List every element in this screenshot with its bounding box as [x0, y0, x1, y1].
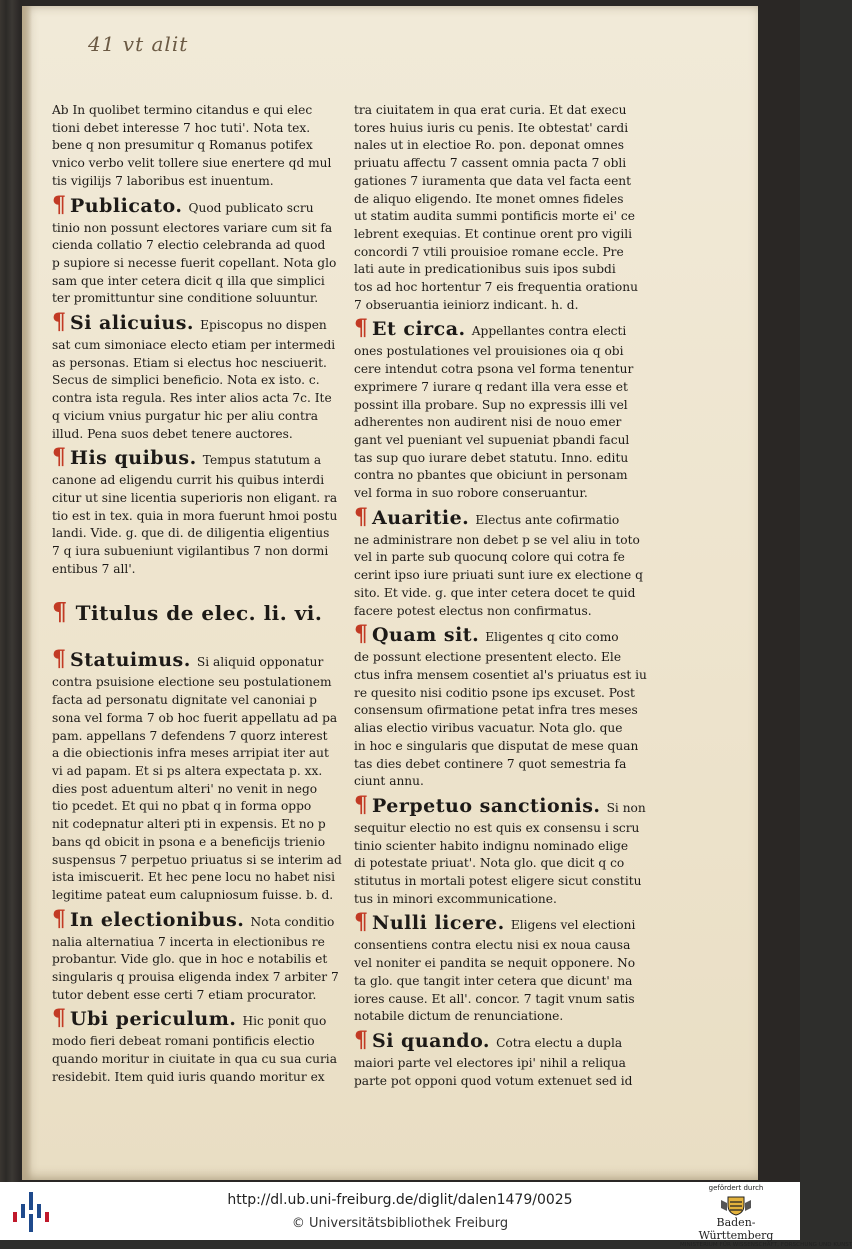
- sponsor-name: Baden-Württemberg: [698, 1216, 774, 1242]
- paragraph-mark-icon: ¶: [354, 621, 368, 648]
- text-line: notabile dictum de renunciatione.: [354, 1009, 564, 1024]
- text-entry: [354, 621, 647, 791]
- text-line: re quesito nisi coditio psone ips excuset. Post: [354, 685, 635, 700]
- text-line: concordi 7 vtili prouisioe romane eccle. Pre: [354, 244, 624, 259]
- text-entry: [52, 445, 344, 578]
- heading-word: In electionibus.: [70, 908, 245, 931]
- heading-word: Si quando.: [372, 1029, 491, 1052]
- text-line: Ab In quolibet termino citandus e qui elec: [52, 103, 313, 117]
- text-line: tas dies debet continere 7 quot semestria fa: [354, 756, 627, 771]
- paragraph-mark-icon: ¶: [52, 905, 66, 932]
- section-title: Titulus de elec. li. vi.: [75, 601, 323, 626]
- entry-heading: [354, 316, 644, 343]
- heading-continuation: Hic ponit quo: [242, 1014, 327, 1029]
- heading-continuation: Eligens vel electioni: [510, 918, 636, 933]
- text-line: ter promittuntur sine conditione soluuntur.: [52, 291, 319, 306]
- text-line: consensum ofirmatione petat infra tres meses: [354, 703, 638, 718]
- text-entry: [52, 647, 344, 904]
- text-line: ta glo. que tangit inter cetera que dicunt' ma: [354, 973, 633, 988]
- text-line: q vicium vnius purgatur hic per aliu contra: [52, 408, 319, 423]
- text-line: nales ut in electioe Ro. pon. deponat omnes: [354, 138, 624, 153]
- text-line: ctus infra mensem cosentiet al's priuatus est iu: [354, 667, 647, 682]
- text-line: gant vel pueniant vel supueniat pbandi facul: [354, 432, 630, 447]
- paragraph-mark-icon: ¶: [52, 1005, 66, 1032]
- entry-heading: [52, 907, 344, 934]
- text-line: tinio non possunt electores variare cum sit fa: [52, 220, 333, 235]
- text-entry: [52, 1006, 344, 1086]
- entry-heading: [52, 310, 344, 337]
- paragraph-mark-icon: ¶: [354, 909, 368, 936]
- paragraph-mark-icon: ¶: [354, 503, 368, 530]
- text-line: contra no pbantes que obiciunt in personam: [354, 468, 628, 483]
- copyright-notice: © Universitätsbibliothek Freiburg: [291, 1216, 509, 1231]
- text-line: contra ista regula. Res inter alios acta 7c. Ite: [52, 391, 332, 406]
- paragraph-mark-icon: ¶: [354, 1026, 368, 1053]
- text-line: in hoc e singularis que disputat de mese quan: [354, 738, 639, 753]
- text-line: suspensus 7 perpetuo priuatus si se interim ad: [52, 852, 342, 867]
- text-line: pam. appellans 7 defendens 7 quorz interest: [52, 728, 328, 743]
- text-line: lebrent exequias. Et continue orent pro vigili: [354, 226, 633, 241]
- paragraph-mark-icon: ¶: [52, 444, 66, 471]
- text-line: vel noniter ei pandita se nequit opponere. No: [354, 956, 636, 971]
- text-line: de possunt electione presentent electo. Ele: [354, 650, 622, 665]
- heading-word: Et circa.: [372, 318, 466, 341]
- text-line: consentiens contra electu nisi ex noua causa: [354, 938, 631, 953]
- text-line: tus in minori excommunicatione.: [354, 891, 557, 906]
- text-line: 7 q iura subueniunt vigilantibus 7 non dormi: [52, 544, 329, 559]
- text-line: vel forma in suo robore conseruantur.: [354, 486, 588, 501]
- text-line: ut statim audita summi pontificis morte ei' ce: [354, 209, 635, 224]
- text-line: facere potest electus non confirmatus.: [354, 603, 592, 618]
- text-line: tores huius iuris cu penis. Ite obtestat' cardi: [354, 120, 629, 135]
- text-line: ista imiscuerit. Et hec pene locu no habet nisi: [52, 870, 336, 885]
- text-line: vel in parte sub quocunq colore qui cotra fe: [354, 550, 625, 565]
- text-line: legitime pateat eum calupniosum fuisse. b. d.: [52, 887, 334, 902]
- text-line: a die obiectionis infra meses arripiat iter aut: [52, 746, 329, 761]
- heading-continuation: Nota conditio: [250, 914, 335, 929]
- text-entry: [354, 910, 644, 1026]
- text-line: cerint ipso iure priuati sunt iure ex electione q: [354, 568, 643, 583]
- text-entry: [354, 1028, 644, 1090]
- heading-word: Statuimus.: [70, 649, 191, 672]
- entry-heading: [354, 1028, 644, 1055]
- text-line: tio est in tex. quia in mora fuerunt hmoi postu: [52, 508, 338, 523]
- text-line: tis vigilijs 7 laboribus est inuentum.: [52, 173, 274, 188]
- text-line: ne administrare non debet p se vel aliu in toto: [354, 532, 640, 547]
- text-line: tra ciuitatem in qua erat curia. Et dat execu: [354, 103, 627, 117]
- sponsor-ministry: MINISTERIUM FÜR WISSENSCHAFT, FORSCHUNG UND KUNST: [680, 1242, 852, 1248]
- paragraph-mark-icon: ¶: [354, 315, 368, 342]
- text-line: entibus 7 all'.: [52, 561, 136, 576]
- text-line: dies post aduentum alteri' no venit in nego: [52, 781, 318, 796]
- heading-continuation: Si non: [606, 800, 646, 815]
- text-line: sona vel forma 7 ob hoc fuerit appellatu ad pa: [52, 710, 338, 725]
- text-line: p supiore si necesse fuerit copellant. Nota glo: [52, 255, 337, 270]
- text-line: gationes 7 iuramenta que data vel facta eent: [354, 173, 632, 188]
- text-line: maiori parte vel electores ipi' nihil a reliqua: [354, 1055, 626, 1070]
- heading-continuation: Appellantes contra electi: [471, 324, 627, 339]
- text-entry: [354, 505, 644, 621]
- text-entry: [354, 316, 644, 502]
- text-line: ones postulationes vel prouisiones oia q obi: [354, 344, 624, 359]
- entry-heading: [354, 505, 644, 532]
- heading-word: Nulli licere.: [372, 912, 505, 935]
- text-line: facta ad personatu dignitate vel canoniai p: [52, 693, 317, 708]
- entry-heading: [52, 193, 344, 220]
- text-line: residebit. Item quid iuris quando moritur ex: [52, 1069, 325, 1084]
- text-line: cienda collatio 7 electio celebranda ad quod: [52, 238, 326, 253]
- heading-continuation: Si aliquid opponatur: [196, 655, 324, 670]
- entry-heading: [52, 647, 344, 674]
- text-entry: [52, 310, 344, 443]
- entry-heading: [52, 1006, 344, 1033]
- heading-word: Si alicuius.: [70, 312, 195, 335]
- document-url[interactable]: http://dl.ub.uni-freiburg.de/diglit/dalen1479/0025: [227, 1192, 573, 1208]
- heading-continuation: Quod publicato scru: [188, 200, 314, 215]
- heading-word: Publicato.: [70, 194, 183, 217]
- text-line: tioni debet interesse 7 hoc tuti'. Nota tex.: [52, 120, 311, 135]
- heading-word: Perpetuo sanctionis.: [372, 794, 601, 817]
- heading-continuation: Cotra electu a dupla: [496, 1035, 623, 1050]
- text-line: priuatu affectu 7 cassent omnia pacta 7 obli: [354, 156, 627, 171]
- text-line: cere intendut cotra psona vel forma tenentur: [354, 362, 634, 377]
- text-line: ciunt annu.: [354, 774, 424, 789]
- text-entry: [52, 907, 344, 1005]
- text-line: exprimere 7 iurare q redant illa vera esse et: [354, 379, 628, 394]
- text-line: lati aute in predicationibus suis ipos subdi: [354, 262, 616, 277]
- text-line: tos ad hoc hortentur 7 eis frequentia orationu: [354, 280, 638, 295]
- paragraph-mark-icon: ¶: [52, 309, 66, 336]
- left-text-column: [52, 102, 344, 1089]
- text-entry: [52, 193, 344, 309]
- paragraph-mark-icon: ¶: [52, 191, 66, 218]
- sponsor-block: [680, 1184, 852, 1249]
- text-line: sequitur electio no est quis ex consensu i scru: [354, 820, 640, 835]
- text-line: bene q non presumitur q Romanus potifex: [52, 138, 313, 153]
- heading-word: Auaritie.: [372, 506, 470, 529]
- text-line: nit codepnatur alteri pti in expensis. Et no p: [52, 817, 326, 832]
- heading-continuation: Electus ante cofirmatio: [475, 512, 620, 527]
- heading-word: Quam sit.: [372, 624, 480, 647]
- text-line: 7 obseruantia ieiniorz indicant. h. d.: [354, 297, 579, 312]
- section-title-block: [52, 598, 344, 627]
- baden-wuerttemberg-crest-icon: [719, 1194, 753, 1216]
- heading-continuation: Tempus statutum a: [202, 453, 322, 468]
- text-line: di potestate priuat'. Nota glo. que dicit q co: [354, 856, 625, 871]
- folio-annotation: 41 vt alit: [88, 32, 189, 56]
- text-line: possint illa probare. Sup no expressis illi vel: [354, 397, 628, 412]
- text-entry: [354, 102, 644, 314]
- text-line: de aliquo eligendo. Ite monet omnes fideles: [354, 191, 624, 206]
- text-line: stitutus in mortali potest eligere sicut constitu: [354, 874, 642, 889]
- right-text-column: [354, 102, 647, 1092]
- text-line: sam que inter cetera dicit q illa que simplici: [52, 273, 325, 288]
- text-line: alias electio viribus vacuatur. Nota glo. que: [354, 721, 623, 736]
- text-line: landi. Vide. g. que di. de diligentia eligentius: [52, 526, 330, 541]
- text-line: vnico verbo velit tollere siue enertere qd mul: [52, 156, 332, 171]
- text-line: tio pcedet. Et qui no pbat q in forma oppo: [52, 799, 312, 814]
- heading-continuation: Eligentes q cito como: [485, 630, 619, 645]
- manuscript-page: [22, 6, 758, 1180]
- text-line: singularis q prouisa eligenda index 7 arbiter 7: [52, 970, 339, 985]
- text-line: contra psuisione electione seu postulationem: [52, 675, 332, 690]
- sponsor-label: gefördert durch: [708, 1184, 764, 1192]
- text-line: modo fieri debeat romani pontificis electio: [52, 1034, 315, 1049]
- text-line: as personas. Etiam si electus hoc nesciuerit.: [52, 355, 327, 370]
- text-entry: [52, 102, 344, 191]
- paragraph-mark-icon: ¶: [52, 597, 76, 627]
- text-line: tas sup quo iurare debet statutu. Inno. editu: [354, 450, 629, 465]
- text-line: vi ad papam. Et si ps altera expectata p. xx.: [52, 763, 323, 778]
- text-line: parte pot opponi quod votum extenuet sed id: [354, 1073, 633, 1088]
- text-line: illud. Pena suos debet tenere auctores.: [52, 426, 293, 441]
- entry-heading: [354, 793, 644, 820]
- entry-heading: [52, 445, 344, 472]
- footer-bar: [0, 1182, 852, 1248]
- text-line: tutor debent esse certi 7 etiam procurator.: [52, 987, 317, 1002]
- heading-word: His quibus.: [70, 447, 197, 470]
- paragraph-mark-icon: ¶: [52, 646, 66, 673]
- text-line: sat cum simoniace electo etiam per intermedi: [52, 338, 336, 353]
- heading-word: Ubi periculum.: [70, 1008, 237, 1031]
- text-line: adherentes non audirent nisi de nouo emer: [354, 415, 622, 430]
- text-line: quando moritur in ciuitate in qua cu sua curia: [52, 1052, 337, 1067]
- text-line: citur ut sine licentia superioris non eligant. ra: [52, 490, 338, 505]
- text-line: iores cause. Et all'. concor. 7 tagit vnum satis: [354, 991, 635, 1006]
- text-line: canone ad eligendu currit his quibus interdi: [52, 473, 325, 488]
- text-line: probantur. Vide glo. que in hoc e notabilis et: [52, 952, 328, 967]
- entry-heading: [354, 910, 644, 937]
- text-entry: [354, 793, 644, 909]
- paragraph-mark-icon: ¶: [354, 791, 368, 818]
- text-line: tinio scienter habito indignu nominado elige: [354, 838, 629, 853]
- text-line: nalia alternatiua 7 incerta in electionibus re: [52, 934, 325, 949]
- text-line: sito. Et vide. g. que inter cetera docet te quid: [354, 585, 636, 600]
- text-line: Secus de simplici beneficio. Nota ex isto. c.: [52, 373, 320, 388]
- text-line: bans qd obicit in psona e a beneficijs trienio: [52, 834, 326, 849]
- entry-heading: [354, 622, 644, 649]
- heading-continuation: Episcopus no dispen: [200, 318, 327, 333]
